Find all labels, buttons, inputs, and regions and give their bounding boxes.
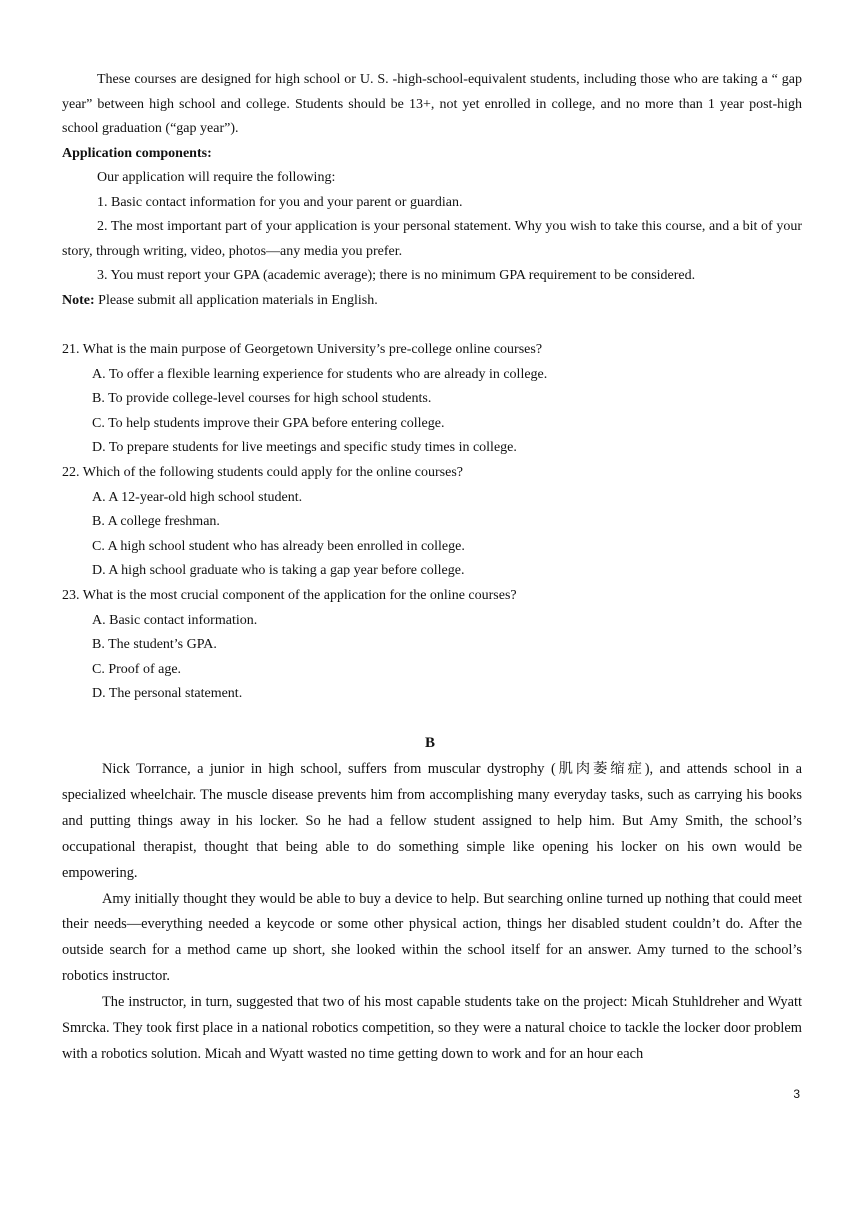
require-line: Our application will require the following: <box>97 170 336 185</box>
question-21-option-d: D. To prepare students for live meetings and specific study times in college. <box>92 440 517 456</box>
passage-paragraph-3: The instructor, in turn, suggested that two of his most capable students take on the project: Micah Stuhldreher and Wyatt Smrcka. They took first place in a national robotics competition, so they were a natural choice to tackle the locker door problem with a robotics solution. Micah and Wyatt wasted no time getting down to work and for an hour each <box>62 994 802 1062</box>
passage-paragraph-1: Nick Torrance, a junior in high school, suffers from muscular dystrophy (肌肉萎缩症), and attends school in a specialized wheelchair. The muscle disease prevents him from accomplishing many everyday tasks, such as carrying his books and putting things away in his locker. So he had a fellow student assigned to help him. But Amy Smith, the school’s occupational therapist, thought that being able to do something simple like opening his locker on his own would be empowering. <box>62 761 802 881</box>
question-22-option-d: D. A high school graduate who is taking a gap year before college. <box>92 563 465 579</box>
question-23-option-c: C. Proof of age. <box>92 661 182 677</box>
application-heading: Application components: <box>62 145 212 161</box>
question-23-option-a: A. Basic contact information. <box>92 612 258 628</box>
section-b-heading: B <box>424 735 435 751</box>
question-21-option-b: B. To provide college-level courses for high school students. <box>92 391 432 407</box>
question-21-option-c: C. To help students improve their GPA before entering college. <box>92 415 445 431</box>
question-21-stem: 21. What is the main purpose of Georgetown University’s pre-college online courses? <box>62 342 543 357</box>
passage-paragraph-2: Amy initially thought they would be able to buy a device to help. But searching online turned up nothing that could meet their needs—everything needed a keycode or some other physical action, things her disabled student couldn’t do. After the outside search for a method came up short, she looked within the school itself for an answer. Amy turned to the school’s robotics instructor. <box>62 890 802 985</box>
application-item-1: 1. Basic contact information for you and your parent or guardian. <box>97 194 463 210</box>
note-line <box>62 289 802 314</box>
section-b-passage <box>62 757 802 1068</box>
question-22-option-b: B. A college freshman. <box>92 514 220 530</box>
question-22-option-c: C. A high school student who has already been enrolled in college. <box>92 538 465 554</box>
question-21-option-a: A. To offer a flexible learning experience for students who are already in college. <box>92 366 548 382</box>
question-22-stem: 22. Which of the following students could apply for the online courses? <box>62 464 463 480</box>
note-text: Please submit all application materials in English. <box>94 292 378 308</box>
questions-section <box>62 338 802 707</box>
application-item-3: 3. You must report your GPA (academic average); there is no minimum GPA requirement to be considered. <box>97 268 696 283</box>
page-number: 3 <box>793 1087 800 1101</box>
application-item-2: 2. The most important part of your application is your personal statement. Why you wish to take this course, and a bit of your story, through writing, video, photos—any media you prefer. <box>62 219 802 259</box>
intro-section <box>62 68 802 313</box>
question-23-stem: 23. What is the most crucial component of the application for the online courses? <box>62 587 517 603</box>
question-22-option-a: A. A 12-year-old high school student. <box>92 489 303 505</box>
question-23-option-d: D. The personal statement. <box>92 686 243 702</box>
question-23-option-b: B. The student’s GPA. <box>92 637 217 653</box>
eligibility-paragraph: These courses are designed for high school or U. S. -high-school-equivalent students, including those who are taking a “ gap year” between high school and college. Students should be 13+, not yet enrolled in college, and no more than 1 year post-high school graduation (“gap year”). <box>62 72 802 136</box>
note-label: Note: <box>62 292 95 308</box>
